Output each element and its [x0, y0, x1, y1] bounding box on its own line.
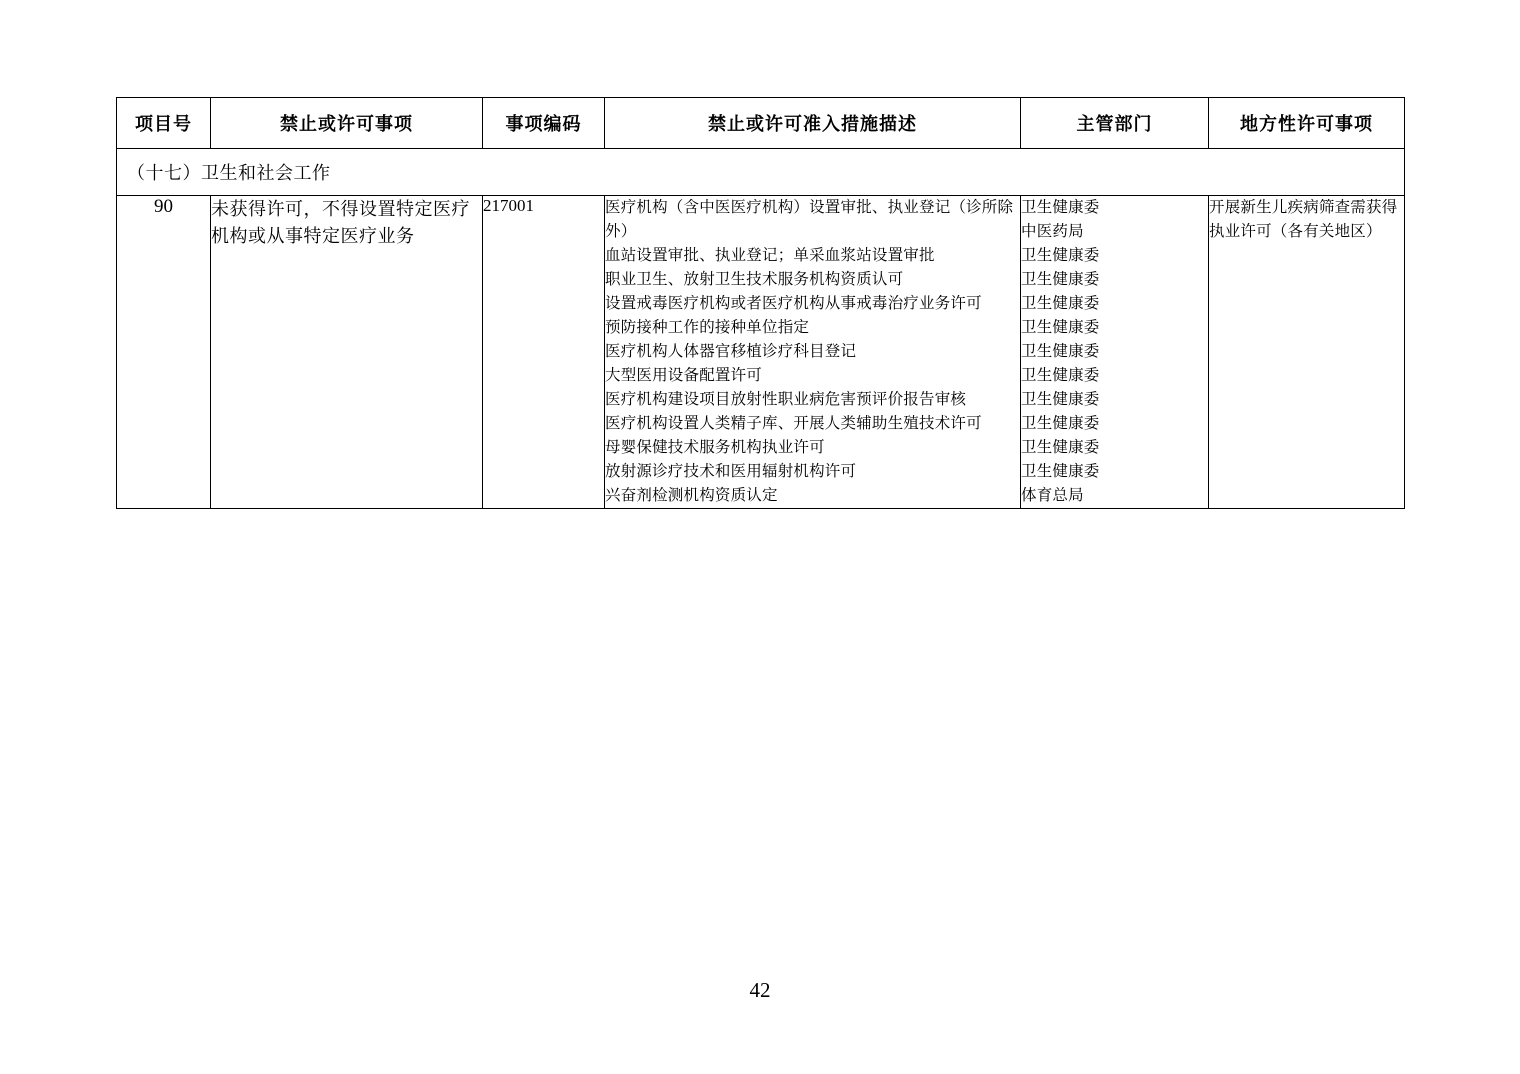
cell-department — [1021, 196, 1209, 509]
measure-description: 职业卫生、放射卫生技术服务机构资质认可 — [605, 271, 904, 289]
measure-row — [605, 340, 1020, 364]
department-list — [1021, 196, 1208, 508]
department-row — [1021, 412, 1208, 436]
measure-description: 医疗机构（含中医医疗机构）设置审批、执业登记（诊所除外） — [605, 199, 1014, 241]
department-name: 卫生健康委 — [1021, 295, 1100, 313]
measure-row — [605, 388, 1020, 412]
measure-description: 预防接种工作的接种单位指定 — [605, 319, 810, 337]
department-name: 卫生健康委 — [1021, 391, 1100, 409]
measure-description: 母婴保健技术服务机构执业许可 — [605, 439, 825, 457]
department-row — [1021, 292, 1208, 316]
measure-row — [605, 412, 1020, 436]
department-name: 卫生健康委 — [1021, 367, 1100, 385]
department-row — [1021, 340, 1208, 364]
cell-local-permit: 开展新生儿疾病筛查需获得执业许可（各有关地区） — [1209, 196, 1405, 509]
section-row — [117, 149, 1405, 196]
cell-matter: 未获得许可，不得设置特定医疗机构或从事特定医疗业务 — [211, 196, 483, 509]
measure-description: 设置戒毒医疗机构或者医疗机构从事戒毒治疗业务许可 — [605, 295, 982, 313]
page-number: 42 — [749, 978, 771, 1002]
header-cell-item-number: 项目号 — [117, 98, 211, 149]
header-cell-code: 事项编码 — [483, 98, 605, 149]
department-name: 卫生健康委 — [1021, 415, 1100, 433]
department-row — [1021, 436, 1208, 460]
measure-description: 大型医用设备配置许可 — [605, 367, 763, 385]
section-title: （十七）卫生和社会工作 — [117, 149, 1405, 196]
department-name: 卫生健康委 — [1021, 247, 1100, 265]
department-row — [1021, 268, 1208, 292]
department-row — [1021, 364, 1208, 388]
department-row — [1021, 460, 1208, 484]
department-row — [1021, 244, 1208, 268]
department-name: 卫生健康委 — [1021, 271, 1100, 289]
department-name: 卫生健康委 — [1021, 319, 1100, 337]
header-cell-matter: 禁止或许可事项 — [211, 98, 483, 149]
header-cell-local-permit: 地方性许可事项 — [1209, 98, 1405, 149]
department-row — [1021, 484, 1208, 508]
cell-code: 217001 — [483, 196, 605, 509]
department-row — [1021, 388, 1208, 412]
header-cell-measure-description: 禁止或许可准入措施描述 — [605, 98, 1021, 149]
table-header-row — [117, 98, 1405, 149]
measure-row — [605, 268, 1020, 292]
measure-row — [605, 244, 1020, 268]
department-name: 体育总局 — [1021, 487, 1084, 505]
department-name: 卫生健康委 中医药局 — [1021, 199, 1100, 241]
measure-row — [605, 484, 1020, 508]
measure-row — [605, 316, 1020, 340]
table-row — [117, 196, 1405, 509]
measure-description: 医疗机构建设项目放射性职业病危害预评价报告审核 — [605, 391, 967, 409]
measure-description: 医疗机构人体器官移植诊疗科目登记 — [605, 343, 857, 361]
measure-description: 血站设置审批、执业登记；单采血浆站设置审批 — [605, 247, 935, 265]
measure-row — [605, 364, 1020, 388]
department-row — [1021, 196, 1208, 244]
department-row — [1021, 316, 1208, 340]
measure-row — [605, 436, 1020, 460]
header-cell-department: 主管部门 — [1021, 98, 1209, 149]
cell-item-number: 90 — [117, 196, 211, 509]
measure-description: 兴奋剂检测机构资质认定 — [605, 487, 778, 505]
measure-row — [605, 196, 1020, 244]
measure-description: 放射源诊疗技术和医用辐射机构许可 — [605, 463, 857, 481]
measure-description: 医疗机构设置人类精子库、开展人类辅助生殖技术许可 — [605, 415, 982, 433]
measure-row — [605, 292, 1020, 316]
measure-list — [605, 196, 1020, 508]
department-name: 卫生健康委 — [1021, 463, 1100, 481]
permit-table — [116, 97, 1405, 509]
department-name: 卫生健康委 — [1021, 439, 1100, 457]
cell-measure-description — [605, 196, 1021, 509]
department-name: 卫生健康委 — [1021, 343, 1100, 361]
measure-row — [605, 460, 1020, 484]
